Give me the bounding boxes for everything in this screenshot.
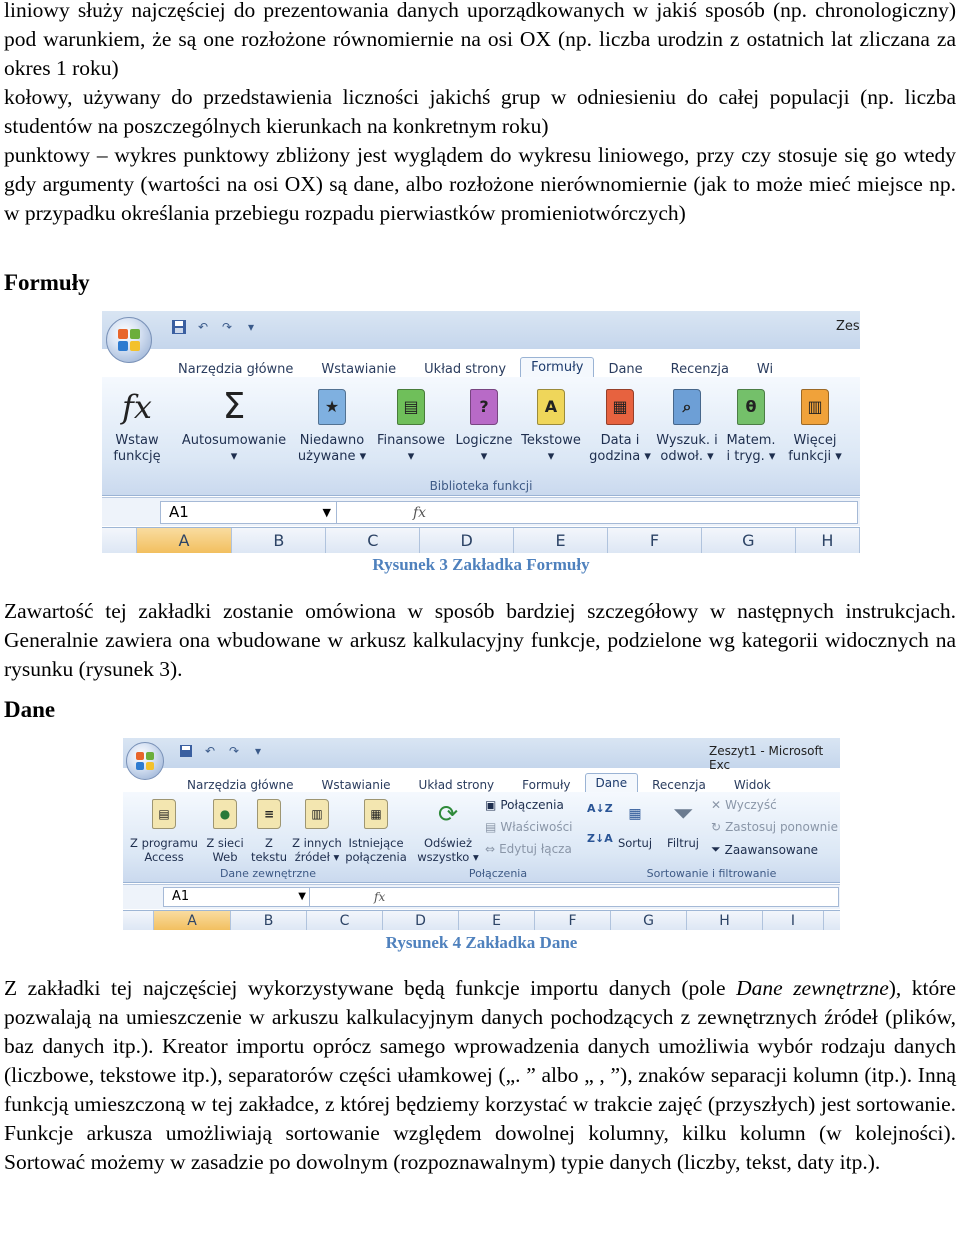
tab-insert[interactable]: Wstawianie [321, 362, 397, 377]
fx-icon: fx [122, 388, 152, 426]
question-book-icon: ? [470, 389, 498, 425]
column-header-g[interactable]: G [611, 911, 687, 930]
sort-az-button[interactable] [587, 802, 613, 815]
column-header-g[interactable]: G [702, 528, 796, 553]
formula-input[interactable] [336, 501, 858, 524]
connections-button[interactable]: ▣ Połączenia [485, 798, 564, 812]
filter-button[interactable]: ⏷ Filtruj [661, 796, 705, 850]
tab-review[interactable]: Recenzja [652, 778, 706, 792]
column-header-f[interactable]: F [535, 911, 611, 930]
logical-button[interactable]: ? Logiczne ▾ [452, 385, 516, 465]
redo-icon[interactable]: ↷ [228, 744, 240, 758]
from-other-sources-button[interactable]: ▥ Z innych źródeł ▾ [289, 796, 345, 864]
column-header-h[interactable]: H [687, 911, 763, 930]
more-functions-button[interactable]: ▥ Więcej funkcji ▾ [784, 385, 846, 465]
paragraph-pie-chart: kołowy, używany do przedstawienia liczności jakichś grup w odniesieniu do całej populacji (np. liczba studentów na poszczególnych kierunkach na konkretnym roku) [4, 85, 956, 138]
formulas-ribbon-screenshot [102, 311, 860, 553]
formula-bar-2 [123, 884, 840, 909]
redo-icon[interactable]: ↷ [221, 320, 233, 334]
paragraph-data: Z zakładki tej najczęściej wykorzystywane będą funkcje importu danych (pole Dane zewnętrzne), które pozwalają na umieszczenie w arkuszu kalkulacyjnym danych pochodzących z zewnętrznych źródeł (plików, baz danych itp.). Kreator importu oprócz samego wprowadzenia danych umożliwia wybór rodzaju danych (liczbowe, tekstowe itp.), separatorów części ułamkowej („. ” albo „ , ”), znaków separacji kolumn (itp.). Inną funkcją umieszczoną w tej zakładce, z której będziemy korzystać w trakcie zajęć (przyszłych) jest sortowanie. Funkcje arkusza umożliwiają sortowanie względem dowolnej kolumny, kilku kolumn (w kolejności). Sortować możemy w zasadzie po dowolnym (rozpoznawalnym) typie danych (liczby, tekst, daty itp.). [4, 976, 956, 1174]
group-label-function-library: Biblioteka funkcji [429, 479, 533, 493]
tab-formulas[interactable]: Formuły [520, 357, 594, 377]
formula-bar [102, 497, 860, 526]
star-book-icon: ★ [318, 389, 346, 425]
column-header-c[interactable]: C [326, 528, 420, 553]
other-sources-icon: ▥ [305, 799, 329, 829]
refresh-all-button[interactable]: ⟳ Odśwież wszystko ▾ [417, 796, 479, 864]
formula-input-2[interactable] [309, 887, 839, 907]
ribbon-tabs [102, 347, 860, 377]
existing-connections-button[interactable]: ▦ Istniejące połączenia [345, 796, 407, 864]
sort-za-icon: Z↓A [587, 832, 613, 845]
heading-formulas: Formuły [4, 270, 90, 295]
from-text-button[interactable]: ≡ Z tekstu [247, 796, 291, 864]
from-web-button[interactable]: ● Z sieci Web [203, 796, 247, 864]
chevron-down-icon: ▼ [322, 506, 331, 519]
properties-button[interactable]: ▤ Właściwości [485, 820, 573, 834]
group-label-connections: Połączenia [468, 867, 528, 880]
column-header-f[interactable]: F [608, 528, 702, 553]
tab-home[interactable]: Narzędzia główne [178, 362, 294, 377]
reapply-button[interactable]: ↻ Zastosuj ponownie [711, 820, 838, 834]
group-label-sort-filter: Sortowanie i filtrowanie [646, 867, 777, 880]
refresh-icon: ⟳ [437, 800, 459, 828]
column-header-e[interactable]: E [459, 911, 535, 930]
theta-book-icon: θ [737, 389, 765, 425]
column-header-b[interactable]: B [231, 911, 307, 930]
window-title: Zes [836, 319, 860, 334]
column-header-e[interactable]: E [514, 528, 608, 553]
tab-review[interactable]: Recenzja [670, 362, 729, 377]
column-header-c[interactable]: C [307, 911, 383, 930]
text-book-icon: A [537, 389, 565, 425]
column-header-d[interactable]: D [383, 911, 459, 930]
tab-view[interactable]: Wi [756, 362, 774, 377]
window-title: Zeszyt1 - Microsoft Exc [709, 744, 824, 772]
select-all-corner[interactable] [123, 911, 154, 930]
edit-links-icon: ⇔ [485, 842, 496, 856]
undo-icon[interactable]: ↶ [197, 320, 209, 334]
sort-dialog-icon: ▦ [628, 806, 642, 822]
column-headers [102, 527, 860, 553]
sort-az-icon: A↓Z [587, 802, 613, 815]
name-box[interactable]: A1 ▼ [160, 501, 338, 524]
ribbon-data [123, 792, 840, 883]
tab-view[interactable]: Widok [733, 778, 771, 792]
qat-dropdown-icon[interactable]: ▾ [254, 744, 262, 758]
column-header-a[interactable]: A [137, 528, 233, 553]
column-header-d[interactable]: D [420, 528, 514, 553]
more-books-icon: ▥ [801, 389, 829, 425]
fx-label-icon: fx [413, 504, 427, 521]
financial-button[interactable]: ▤ Finansowe ▾ [372, 385, 450, 465]
recently-used-button[interactable]: ★ Niedawno używane ▾ [294, 385, 370, 465]
tab-formulas[interactable]: Formuły [522, 778, 571, 792]
paragraph-formulas: Zawartość tej zakładki zostanie omówiona w sposób bardziej szczegółowy w następnych instrukcjach. Generalnie zawiera ona wbudowane w arkusz kalkulacyjny funkcje, podzielone wg kategorii widocznych na rysunku (rysunek 3). [4, 599, 956, 681]
edit-links-button[interactable]: ⇔ Edytuj łącza [485, 842, 572, 856]
access-db-icon: ▤ [152, 799, 176, 829]
column-header-i[interactable]: I [763, 911, 824, 930]
autosum-button[interactable]: Σ Autosumowanie ▾ [178, 385, 290, 465]
insert-function-button[interactable]: fx Wstaw funkcję [106, 385, 168, 465]
advanced-filter-button[interactable]: ⏷ Zaawansowane [711, 842, 819, 857]
fx-label-icon: fx [374, 890, 386, 904]
properties-icon: ▤ [485, 820, 497, 834]
magnifier-book-icon: ⌕ [673, 389, 701, 425]
column-headers-2 [123, 910, 840, 930]
data-ribbon-screenshot [123, 738, 840, 930]
clear-filter-button[interactable]: ✕ Wyczyść [711, 798, 777, 812]
text-file-icon: ≡ [257, 799, 281, 829]
math-trig-button[interactable]: θ Matem. i tryg. ▾ [722, 385, 780, 465]
connections-small-icon: ▣ [485, 798, 497, 812]
reapply-icon: ↻ [711, 820, 722, 834]
sort-button[interactable]: ▦ Sortuj [615, 796, 655, 850]
caption-figure-4: Rysunek 4 Zakładka Dane [385, 933, 578, 952]
financial-book-icon: ▤ [397, 389, 425, 425]
undo-icon[interactable]: ↶ [204, 744, 216, 758]
select-all-corner[interactable] [102, 528, 137, 553]
date-time-button[interactable]: ▦ Data i godzina ▾ [588, 385, 652, 465]
tab-page-layout[interactable]: Układ strony [424, 362, 507, 377]
tab-data[interactable]: Dane [585, 773, 639, 792]
lookup-reference-button[interactable]: ⌕ Wyszuk. i odwoł. ▾ [654, 385, 720, 465]
chevron-down-icon: ▼ [298, 891, 306, 902]
ribbon-formulas [102, 377, 860, 496]
paragraph-scatter-chart: punktowy – wykres punktowy zbliżony jest wyglądem do wykresu liniowego, przy czy stosuje się go wtedy gdy argumenty (wartości na osi OX) są dane, albo rozłożone nierównomiernie (jak to może mieć miejsce np. w przypadku określania przebiegu rozpadu pierwiastków promieniotwórczych) [4, 143, 956, 225]
column-header-b[interactable]: B [232, 528, 326, 553]
group-label-external-data: Dane zewnętrzne [219, 867, 317, 880]
column-header-h[interactable]: H [796, 528, 860, 553]
save-icon[interactable] [170, 319, 188, 335]
paragraph-line-chart: liniowy służy najczęściej do prezentowania danych uporządkowanych w jakiś sposób (np. chronologiczny) pod warunkiem, że są one rozłożone równomiernie na osi OX (np. liczba urodzin z ostatnich lat zliczana za okres 1 roku) [4, 0, 956, 80]
qat-dropdown-icon[interactable]: ▾ [247, 320, 255, 334]
calendar-book-icon: ▦ [606, 389, 634, 425]
connections-icon: ▦ [364, 799, 388, 829]
text-button[interactable]: A Tekstowe ▾ [516, 385, 586, 465]
ribbon-tabs-2 [123, 766, 840, 792]
save-icon[interactable] [177, 743, 195, 759]
sort-za-button[interactable] [587, 832, 613, 845]
web-globe-icon: ● [213, 799, 237, 829]
tab-page-layout[interactable]: Układ strony [418, 778, 495, 792]
advanced-filter-icon: ⏷ [711, 842, 721, 856]
from-access-button[interactable]: ▤ Z programu Access [125, 796, 203, 864]
sigma-icon: Σ [222, 386, 246, 427]
heading-data: Dane [4, 697, 56, 722]
funnel-icon: ⏷ [672, 799, 694, 829]
name-box-2[interactable]: A1 ▼ [163, 887, 313, 907]
column-header-a[interactable]: A [154, 911, 231, 930]
tab-insert[interactable]: Wstawianie [321, 778, 391, 792]
tab-data[interactable]: Dane [608, 362, 643, 377]
italic-external-data: Dane zewnętrzne [736, 976, 889, 1000]
tab-home[interactable]: Narzędzia główne [187, 778, 294, 792]
caption-figure-3: Rysunek 3 Zakładka Formuły [372, 555, 590, 574]
clear-filter-icon: ✕ [711, 798, 722, 812]
